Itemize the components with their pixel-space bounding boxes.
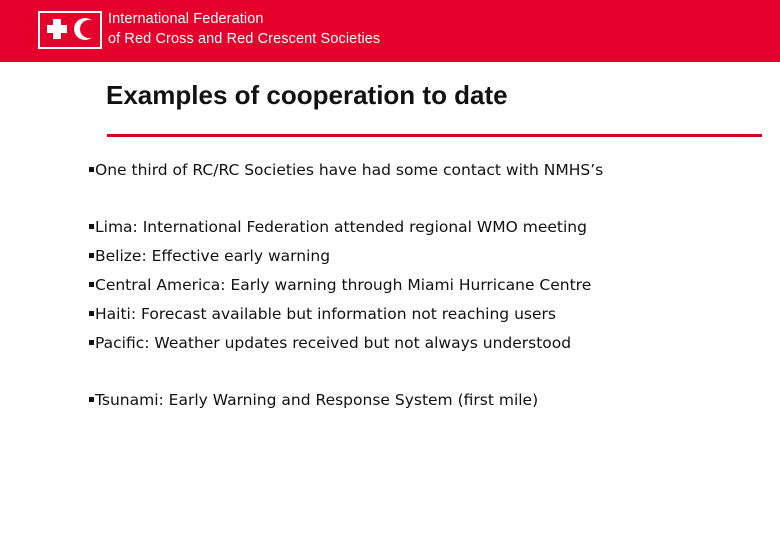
bullet-text: Belize: Effective early warning [95,247,331,265]
org-name-line-2: of Red Cross and Red Crescent Societies [108,31,381,47]
bullet-item [89,271,603,300]
bullet-spacer [89,185,603,213]
square-bullet-icon [89,167,94,172]
bullet-item [89,329,603,358]
slide-title: Examples of cooperation to date [106,80,508,110]
square-bullet-icon [89,311,94,316]
bullet-item [89,386,603,415]
bullet-text: Haiti: Forecast available but information not reaching users [95,305,556,323]
organization-name [108,9,380,49]
bullet-list [89,156,603,415]
bullet-item [89,300,603,329]
org-name-line-1: International Federation [108,11,264,27]
square-bullet-icon [89,397,94,402]
bullet-spacer [89,358,603,386]
square-bullet-icon [89,340,94,345]
bullet-item [89,156,603,185]
square-bullet-icon [89,282,94,287]
square-bullet-icon [89,224,94,229]
red-cross-crescent-logo-icon [38,11,102,49]
header-banner [0,0,780,62]
logo-emblem-icon [40,13,100,47]
bullet-item [89,242,603,271]
square-bullet-icon [89,253,94,258]
bullet-text: Tsunami: Early Warning and Response System (first mile) [95,391,539,409]
bullet-item [89,213,603,242]
bullet-text: Lima: International Federation attended regional WMO meeting [95,218,587,236]
bullet-text: Pacific: Weather updates received but not always understood [95,334,572,352]
title-divider [107,134,762,137]
bullet-text: One third of RC/RC Societies have had some contact with NMHS’s [95,161,604,179]
bullet-text: Central America: Early warning through Miami Hurricane Centre [95,276,592,294]
